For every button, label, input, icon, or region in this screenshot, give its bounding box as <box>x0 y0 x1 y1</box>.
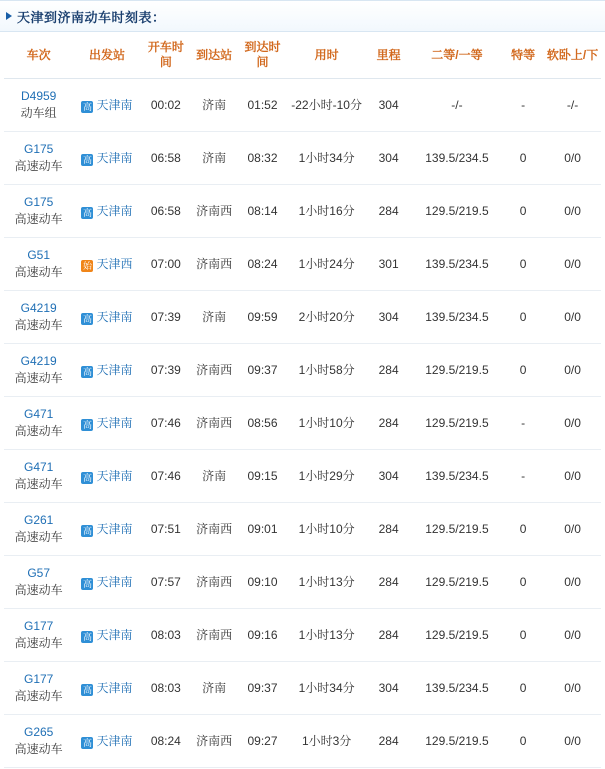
train-type-label: 高速动车 <box>14 424 63 438</box>
price-special-cell: 0 <box>502 291 544 344</box>
train-number-cell[interactable] <box>4 503 73 556</box>
column-header-price-second-first: 二等/一等 <box>412 32 502 79</box>
table-row[interactable] <box>4 662 601 715</box>
column-header-from-station: 出发站 <box>73 32 140 79</box>
from-station-name[interactable]: 天津南 <box>96 150 133 165</box>
train-number-link[interactable]: G177 <box>24 672 54 686</box>
depart-time-cell: 08:24 <box>141 715 191 768</box>
to-station-cell[interactable]: 济南西 <box>191 185 237 238</box>
price-second-first-cell: 129.5/219.5 <box>412 397 502 450</box>
distance-cell: 284 <box>366 609 412 662</box>
price-special-cell: 0 <box>502 715 544 768</box>
from-station-cell[interactable] <box>73 503 140 556</box>
from-station-name[interactable]: 天津南 <box>96 309 133 324</box>
train-number-link[interactable]: G471 <box>24 460 54 474</box>
price-second-first-cell: 139.5/234.5 <box>412 662 502 715</box>
train-number-cell[interactable] <box>4 397 73 450</box>
duration-cell: 1小时10分 <box>288 397 366 450</box>
price-second-first-cell: 129.5/219.5 <box>412 609 502 662</box>
price-soft-sleeper-cell: 0/0 <box>544 609 601 662</box>
from-station-name[interactable]: 天津南 <box>96 468 133 483</box>
train-number-link[interactable]: G4219 <box>20 301 57 315</box>
price-special-cell: - <box>502 450 544 503</box>
column-header-depart-time: 开车时间 <box>141 32 191 79</box>
from-station-name[interactable]: 天津南 <box>96 627 133 642</box>
depart-time-cell: 07:39 <box>141 291 191 344</box>
train-number-link[interactable]: G471 <box>24 407 54 421</box>
train-number-link[interactable]: G177 <box>24 619 54 633</box>
price-special-cell: 0 <box>502 556 544 609</box>
price-soft-sleeper-cell: 0/0 <box>544 132 601 185</box>
arrive-time-cell: 09:16 <box>237 609 287 662</box>
price-soft-sleeper-cell: 0/0 <box>544 556 601 609</box>
train-type-label: 高速动车 <box>14 159 63 173</box>
from-station-name[interactable]: 天津南 <box>96 362 133 377</box>
from-station-cell[interactable] <box>73 344 140 397</box>
distance-cell: 304 <box>366 79 412 132</box>
table-row[interactable] <box>4 397 601 450</box>
train-number-cell[interactable] <box>4 450 73 503</box>
train-number-link[interactable]: G4219 <box>20 354 57 368</box>
table-row[interactable] <box>4 238 601 291</box>
train-type-label: 高速动车 <box>14 742 63 756</box>
train-number-cell[interactable] <box>4 344 73 397</box>
distance-cell: 284 <box>366 556 412 609</box>
from-station-cell[interactable] <box>73 715 140 768</box>
table-row[interactable] <box>4 609 601 662</box>
arrive-time-cell: 09:15 <box>237 450 287 503</box>
arrive-time-cell: 01:52 <box>237 79 287 132</box>
arrive-time-cell: 08:14 <box>237 185 287 238</box>
price-soft-sleeper-cell: 0/0 <box>544 238 601 291</box>
depart-time-cell: 08:03 <box>141 609 191 662</box>
duration-cell: 1小时13分 <box>288 556 366 609</box>
train-number-cell[interactable] <box>4 662 73 715</box>
to-station-cell[interactable]: 济南 <box>191 662 237 715</box>
from-station-name[interactable]: 天津南 <box>96 733 133 748</box>
train-number-cell[interactable] <box>4 185 73 238</box>
start-station-badge-icon: 高 <box>82 419 92 430</box>
price-second-first-cell: 129.5/219.5 <box>412 503 502 556</box>
arrive-time-cell: 09:01 <box>237 503 287 556</box>
depart-time-cell: 07:00 <box>141 238 191 291</box>
from-station-name[interactable]: 天津西 <box>96 256 133 271</box>
arrive-time-cell: 09:59 <box>237 291 287 344</box>
train-type-label: 高速动车 <box>14 583 63 597</box>
distance-cell: 304 <box>366 291 412 344</box>
table-row[interactable] <box>4 291 601 344</box>
start-station-badge-icon: 高 <box>82 578 92 589</box>
price-second-first-cell: 139.5/234.5 <box>412 238 502 291</box>
table-row[interactable] <box>4 132 601 185</box>
to-station-cell[interactable]: 济南西 <box>191 609 237 662</box>
price-soft-sleeper-cell: 0/0 <box>544 185 601 238</box>
distance-cell: 284 <box>366 185 412 238</box>
from-station-cell[interactable] <box>73 238 140 291</box>
arrive-time-cell: 08:56 <box>237 397 287 450</box>
price-soft-sleeper-cell: 0/0 <box>544 397 601 450</box>
price-soft-sleeper-cell: 0/0 <box>544 715 601 768</box>
start-station-badge-icon: 高 <box>82 313 92 324</box>
train-number-cell[interactable] <box>4 132 73 185</box>
train-number-link[interactable]: G175 <box>24 142 54 156</box>
table-row[interactable] <box>4 185 601 238</box>
from-station-cell[interactable] <box>73 79 140 132</box>
depart-time-cell: 00:02 <box>141 79 191 132</box>
arrive-time-cell: 09:37 <box>237 344 287 397</box>
price-second-first-cell: -/- <box>412 79 502 132</box>
column-header-duration: 用时 <box>288 32 366 79</box>
start-station-badge-icon: 高 <box>82 366 92 377</box>
price-special-cell: 0 <box>502 344 544 397</box>
price-second-first-cell: 129.5/219.5 <box>412 185 502 238</box>
table-body <box>4 79 601 768</box>
distance-cell: 304 <box>366 662 412 715</box>
column-header-to-station: 到达站 <box>191 32 237 79</box>
train-type-label: 高速动车 <box>14 212 63 226</box>
price-soft-sleeper-cell: 0/0 <box>544 291 601 344</box>
column-header-train-no: 车次 <box>4 32 73 79</box>
price-second-first-cell: 139.5/234.5 <box>412 450 502 503</box>
to-station-cell[interactable]: 济南西 <box>191 238 237 291</box>
duration-cell: 1小时24分 <box>288 238 366 291</box>
train-type-label: 高速动车 <box>14 371 63 385</box>
start-station-badge-icon: 高 <box>82 684 92 695</box>
arrive-time-cell: 09:37 <box>237 662 287 715</box>
duration-cell: 1小时58分 <box>288 344 366 397</box>
distance-cell: 301 <box>366 238 412 291</box>
table-header-row <box>4 32 601 79</box>
triangle-right-icon <box>6 12 12 20</box>
duration-cell: 1小时16分 <box>288 185 366 238</box>
page-title: 天津到济南动车时刻表： <box>17 9 166 25</box>
duration-cell: 1小时34分 <box>288 132 366 185</box>
start-station-badge-icon: 高 <box>82 737 92 748</box>
distance-cell: 284 <box>366 503 412 556</box>
to-station-cell[interactable]: 济南西 <box>191 397 237 450</box>
train-type-label: 高速动车 <box>14 265 63 279</box>
depart-time-cell: 07:46 <box>141 397 191 450</box>
column-header-distance: 里程 <box>366 32 412 79</box>
arrive-time-cell: 09:10 <box>237 556 287 609</box>
price-second-first-cell: 139.5/234.5 <box>412 291 502 344</box>
from-station-cell[interactable] <box>73 450 140 503</box>
train-type-label: 高速动车 <box>14 477 63 491</box>
price-second-first-cell: 129.5/219.5 <box>412 556 502 609</box>
train-type-label: 高速动车 <box>14 689 63 703</box>
distance-cell: 284 <box>366 397 412 450</box>
table-row[interactable] <box>4 450 601 503</box>
price-second-first-cell: 129.5/219.5 <box>412 715 502 768</box>
to-station-cell[interactable]: 济南西 <box>191 503 237 556</box>
start-station-badge-icon: 高 <box>82 154 92 165</box>
train-number-link[interactable]: G175 <box>24 195 54 209</box>
to-station-cell[interactable]: 济南西 <box>191 344 237 397</box>
to-station-cell[interactable]: 济南西 <box>191 556 237 609</box>
table-row[interactable] <box>4 715 601 768</box>
arrive-time-cell: 08:24 <box>237 238 287 291</box>
price-soft-sleeper-cell: 0/0 <box>544 450 601 503</box>
arrive-time-cell: 08:32 <box>237 132 287 185</box>
table-row[interactable] <box>4 503 601 556</box>
from-station-cell[interactable] <box>73 291 140 344</box>
price-second-first-cell: 129.5/219.5 <box>412 344 502 397</box>
train-number-link[interactable]: G261 <box>24 513 54 527</box>
train-number-cell[interactable] <box>4 238 73 291</box>
price-soft-sleeper-cell: 0/0 <box>544 503 601 556</box>
distance-cell: 304 <box>366 450 412 503</box>
depart-time-cell: 07:39 <box>141 344 191 397</box>
start-station-badge-icon: 高 <box>82 472 92 483</box>
train-number-cell[interactable] <box>4 715 73 768</box>
train-schedule-table <box>4 32 601 768</box>
price-soft-sleeper-cell: -/- <box>544 79 601 132</box>
distance-cell: 304 <box>366 132 412 185</box>
table-row[interactable] <box>4 344 601 397</box>
train-number-link[interactable]: G265 <box>24 725 54 739</box>
to-station-cell[interactable]: 济南 <box>191 132 237 185</box>
start-station-badge-icon: 高 <box>82 525 92 536</box>
start-station-badge-icon: 高 <box>82 101 92 112</box>
from-station-name[interactable]: 天津南 <box>96 415 133 430</box>
column-header-price-special: 特等 <box>502 32 544 79</box>
price-special-cell: 0 <box>502 238 544 291</box>
duration-cell: 1小时34分 <box>288 662 366 715</box>
from-station-name[interactable]: 天津南 <box>96 203 133 218</box>
price-special-cell: 0 <box>502 609 544 662</box>
price-special-cell: - <box>502 397 544 450</box>
to-station-cell[interactable]: 济南 <box>191 291 237 344</box>
to-station-cell[interactable]: 济南 <box>191 79 237 132</box>
from-station-name[interactable]: 天津南 <box>96 97 133 112</box>
price-special-cell: 0 <box>502 132 544 185</box>
start-station-badge-icon: 高 <box>82 207 92 218</box>
table-row[interactable] <box>4 556 601 609</box>
depart-time-cell: 08:03 <box>141 662 191 715</box>
from-station-name[interactable]: 天津南 <box>96 574 133 589</box>
from-station-cell[interactable] <box>73 132 140 185</box>
duration-cell: 1小时13分 <box>288 609 366 662</box>
depart-time-cell: 06:58 <box>141 132 191 185</box>
train-type-label: 高速动车 <box>14 318 63 332</box>
to-station-cell[interactable]: 济南 <box>191 450 237 503</box>
column-header-arrive-time: 到达时间 <box>237 32 287 79</box>
train-type-label: 高速动车 <box>14 530 63 544</box>
column-header-price-soft-sleeper: 软卧上/下 <box>544 32 601 79</box>
from-station-cell[interactable] <box>73 609 140 662</box>
train-number-cell[interactable] <box>4 609 73 662</box>
price-special-cell: 0 <box>502 185 544 238</box>
page-title-bar <box>0 0 605 32</box>
price-special-cell: 0 <box>502 503 544 556</box>
price-second-first-cell: 139.5/234.5 <box>412 132 502 185</box>
train-number-link[interactable]: G57 <box>27 566 51 580</box>
from-station-name[interactable]: 天津南 <box>96 521 133 536</box>
train-number-cell[interactable] <box>4 291 73 344</box>
table-row[interactable] <box>4 79 601 132</box>
train-number-cell[interactable] <box>4 79 73 132</box>
train-type-label: 动车组 <box>20 106 57 120</box>
from-station-cell[interactable] <box>73 556 140 609</box>
depart-time-cell: 07:51 <box>141 503 191 556</box>
train-number-link[interactable]: D4959 <box>20 89 57 103</box>
arrive-time-cell: 09:27 <box>237 715 287 768</box>
start-station-badge-icon: 高 <box>82 631 92 642</box>
price-soft-sleeper-cell: 0/0 <box>544 344 601 397</box>
distance-cell: 284 <box>366 344 412 397</box>
from-station-name[interactable]: 天津南 <box>96 680 133 695</box>
duration-cell: 1小时10分 <box>288 503 366 556</box>
duration-cell: 1小时3分 <box>288 715 366 768</box>
from-station-cell[interactable] <box>73 662 140 715</box>
price-special-cell: 0 <box>502 662 544 715</box>
to-station-cell[interactable]: 济南西 <box>191 715 237 768</box>
depart-time-cell: 07:46 <box>141 450 191 503</box>
from-station-cell[interactable] <box>73 397 140 450</box>
train-number-link[interactable]: G51 <box>27 248 51 262</box>
from-station-cell[interactable] <box>73 185 140 238</box>
train-type-label: 高速动车 <box>14 636 63 650</box>
depart-time-cell: 07:57 <box>141 556 191 609</box>
duration-cell: 1小时29分 <box>288 450 366 503</box>
depart-time-cell: 06:58 <box>141 185 191 238</box>
distance-cell: 284 <box>366 715 412 768</box>
duration-cell: 2小时20分 <box>288 291 366 344</box>
train-number-cell[interactable] <box>4 556 73 609</box>
start-station-badge-icon: 始 <box>82 260 92 271</box>
price-special-cell: - <box>502 79 544 132</box>
price-soft-sleeper-cell: 0/0 <box>544 662 601 715</box>
duration-cell: -22小时-10分 <box>288 79 366 132</box>
